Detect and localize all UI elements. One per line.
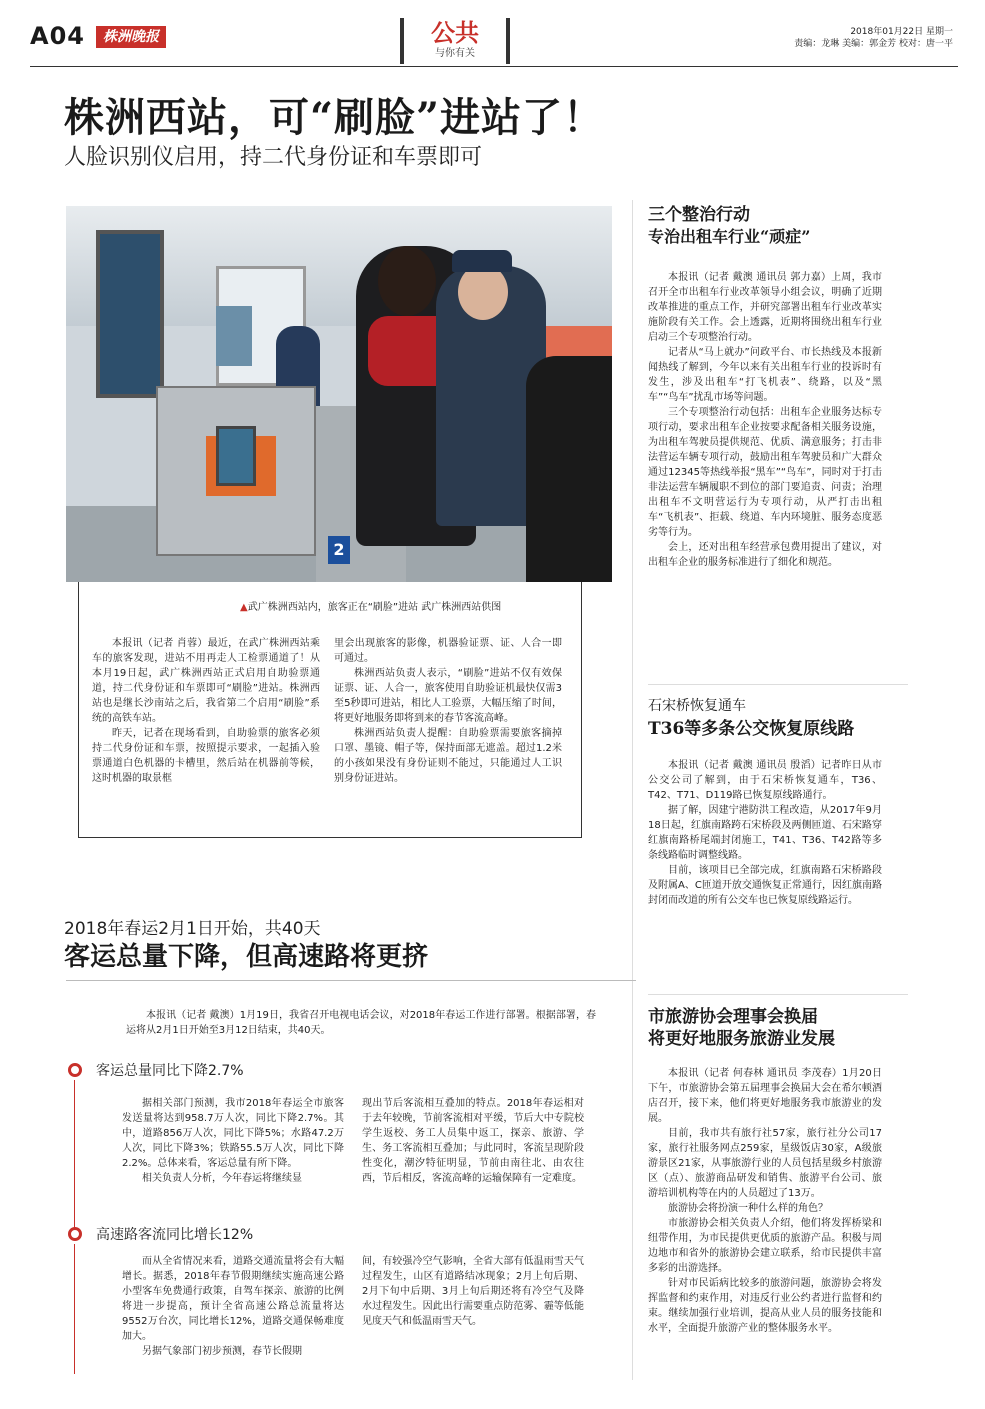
article1-column-2 [334, 636, 562, 786]
subsection2-column-1 [122, 1254, 344, 1359]
top-rule [30, 66, 958, 67]
paragraph: 据了解，因建宁港防洪工程改造，从2017年9月18日起，红旗南路跨石宋桥段及两侧匝道、石宋路穿红旗南路桥尾端封闭施工，T41、T36、T42路等多条线路临时调整线路。 [648, 805, 882, 861]
date-line: 2018年01月22日 星期一 [850, 27, 953, 37]
station-photo [66, 206, 612, 582]
paragraph: 目前，我市共有旅行社57家，旅行社分公司17家，旅行社服务网点259家，星级饭店30家，A级旅游景区21家，从事旅游行业的人员包括星级乡村旅游区（点）、旅游商品研发和销售、旅游平台公司、旅游培训机构等在内的人员超过了13万。 [648, 1128, 882, 1199]
bus-article-body [648, 758, 882, 908]
paragraph: 市旅游协会相关负责人介绍，他们将发挥桥梁和纽带作用，为市民提供更优质的旅游产品。积极与周边地市和省外的旅游协会建立联系，给市民提供丰富多彩的出游选择。 [648, 1218, 882, 1274]
paragraph: 里会出现旅客的影像，机器验证票、证、人合一即可通过。 [334, 638, 562, 664]
article1-column-1 [92, 636, 320, 786]
paragraph: 会上，还对出租车经营承包费用提出了建议，对出租车企业的服务标准进行了细化和规范。 [648, 542, 882, 568]
taxi-article-body [648, 270, 882, 570]
spring-transport-headline: 客运总量下降，但高速路将更挤 [64, 942, 429, 972]
circle-marker-icon [68, 1227, 82, 1241]
subsection-title: 客运总量同比下降2.7% [96, 1063, 244, 1079]
subsection1-column-1 [122, 1096, 344, 1186]
paragraph: 相关负责人分析，今年春运将继续显 [142, 1173, 302, 1184]
section-guide-line [74, 1244, 75, 1374]
paragraph: 本报讯（记者 戴澳 通讯员 郭力嘉）上周，我市召开全市出租车行业改革领导小组会议，明确了近期改革推进的重点工作，并研究部署出租车行业改革实施阶段有关工作。会上透露，近期将围绕出租车行业启动三个专项整治行动。 [648, 272, 882, 343]
page-number: A04 [30, 22, 85, 50]
main-headline: 株洲西站，可“刷脸”进站了！ [64, 94, 605, 141]
paragraph: 本报讯（记者 肖蓉）最近，在武广株洲西站乘车的旅客发现，进站不用再走人工检票通道了！从本月19日起，武广株洲西站正式启用自助验票通道，持二代身份证和车票即可“刷脸”进站。株洲西站也是继长沙南站之后，我省第二个启用“刷脸”系统的高铁车站。 [92, 638, 320, 724]
section-title: 公共 [431, 18, 479, 47]
caption-text: 武广株洲西站内，旅客正在“刷脸”进站 武广株洲西站供图 [247, 602, 502, 613]
section-header [400, 18, 510, 64]
paragraph: 间，有较强冷空气影响，全省大部有低温雨雪天气过程发生，山区有道路结冰现象；2月上旬后期、2月下旬中后期、3月上旬后期还将有冷空气及降水过程发生。因此出行需要重点防范雾、霾等低能见度天气和低温雨雪天气。 [362, 1256, 584, 1327]
headline-line: 市旅游协会理事会换届 [648, 1007, 818, 1027]
taxi-article-headline [648, 204, 908, 248]
headline-line: 三个整治行动 [648, 205, 750, 225]
subsection-title: 高速路客流同比增长12% [96, 1227, 254, 1243]
paragraph: 另据气象部门初步预测，春节长假期 [142, 1346, 302, 1357]
paragraph: 针对市民诟病比较多的旅游问题，旅游协会将发挥监督和约束作用，对违反行业公约者进行监督和约束。继续加强行业培训，提高从业人员的服务技能和水平，全面提升旅游产业的整体服务水平。 [648, 1278, 882, 1334]
paragraph: 记者从“马上就办”问政平台、市长热线及本报新闻热线了解到，今年以来有关出租车行业的投诉时有发生，涉及出租车“打飞机表”、绕路，以及“黑车”“鸟车”扰乱市场等问题。 [648, 347, 882, 403]
subsection2-column-2 [362, 1254, 584, 1329]
section-divider [648, 994, 908, 995]
section-divider [648, 684, 908, 685]
headline-line: 将更好地服务旅游业发展 [648, 1029, 835, 1049]
column-divider [632, 200, 633, 1380]
paragraph: 本报讯（记者 何春林 通讯员 李茂春）1月20日下午，市旅游协会第五届理事会换届大会在希尔顿酒店召开，接下来，他们将更好地服务我市旅游业的发展。 [648, 1068, 882, 1124]
paragraph: 旅游协会将扮演一种什么样的角色？ [668, 1203, 828, 1214]
paragraph: 株洲西站负责人提醒：自助验票需要旅客摘掉口罩、墨镜、帽子等，保持面部无遮盖。超过1.2米的小孩如果没有身份证则不能过，只能通过人工识别身份证进站。 [334, 728, 562, 784]
paragraph: 据相关部门预测，我市2018年春运全市旅客发送量将达到958.7万人次，同比下降2.7%。其中，道路856万人次，同比下降5%；水路47.2万人次，同比下降3%；铁路55.5万人次，同比下降2.2%。总体来看，客运总量有所下降。 [122, 1098, 344, 1169]
editor-line: 责编：龙琳 美编：郭金芳 校对：唐一平 [794, 39, 953, 49]
photo-caption [240, 598, 501, 613]
tourism-article-headline [648, 1006, 908, 1050]
paper-logo: 株洲晚报 [96, 26, 166, 48]
paragraph: 目前，该项目已全部完成，红旗南路石宋桥路段及附属A、C匝道开放交通恢复正常通行，因红旗南路封闭而改道的所有公交车也已恢复原线路运行。 [648, 865, 882, 906]
gate-number: 2 [328, 536, 350, 564]
main-subheadline: 人脸识别仪启用，持二代身份证和车票即可 [64, 145, 483, 170]
paragraph: 本报讯（记者 戴澳 通讯员 殷滔）记者昨日从市公交公司了解到，由于石宋桥恢复通车，T36、T42、T71、D119路已恢复原线路通行。 [648, 760, 882, 801]
bus-article-headline [648, 696, 908, 742]
paragraph: 株洲西站负责人表示，“刷脸”进站不仅有效保证票、证、人合一，旅客使用自助验证机最快仅需3至5秒即可进站，相比人工验票，大幅压缩了时间，将更好地服务即将到来的春节客流高峰。 [334, 668, 562, 724]
tourism-article-body [648, 1066, 882, 1336]
headline: T36等多条公交恢复原线路 [648, 719, 855, 739]
subsection1-column-2 [362, 1096, 584, 1186]
headline-rule [66, 980, 636, 981]
section-subtitle: 与你有关 [435, 48, 475, 59]
paragraph: 而从全省情况来看，道路交通流量将会有大幅增长。据悉，2018年春节假期继续实施高速公路小型客车免费通行政策，自驾车探亲、旅游的比例将进一步提高，预计全省高速公路总流量将达9552万台次，同比增长12%，道路交通保畅难度加大。 [122, 1256, 344, 1342]
paragraph: 现出节后客流相互叠加的特点。2018年春运相对于去年较晚，节前客流相对平缓，节后大中专院校学生返校、务工人员集中返工，探亲、旅游、学生、务工客流相互叠加；与此同时，客流呈现阶段性变化，潮汐特征明显，节前由南往北、由农往西，节后相反，客流高峰的运输保障有一定难度。 [362, 1098, 584, 1184]
page-meta [794, 26, 953, 50]
caption-marker-icon: ▲ [240, 602, 248, 613]
section-guide-line [74, 1080, 75, 1230]
paragraph: 三个专项整治行动包括：出租车企业服务达标专项行动，要求出租车企业按要求配备相关服务设施，为出租车驾驶员提供规范、优质、满意服务；打击非法营运车辆专项行动，鼓励出租车驾驶员和广大群众通过12345等热线举报“黑车”“鸟车”，同时对于打击非法运营车辆履职不到位的部门要追责、问责；治理出租车不文明营运行为专项行动，从严打击出租车“飞机表”、拒载、绕道、车内环境脏、服务态度恶劣等行为。 [648, 407, 882, 538]
paragraph: 昨天，记者在现场看到，自助验票的旅客必须持二代身份证和车票，按照提示要求，一起插入验票通道白色机器的卡槽里，然后站在机器前等候，这时机器的取景框 [92, 728, 320, 784]
circle-marker-icon [68, 1063, 82, 1077]
spring-transport-kicker: 2018年春运2月1日开始，共40天 [64, 919, 321, 939]
kicker: 石宋桥恢复通车 [648, 698, 746, 714]
headline-line: 专治出租车行业“顽症” [648, 227, 811, 246]
spring-transport-lead: 本报讯（记者 戴澳）1月19日，我省召开电视电话会议，对2018年春运工作进行部署。根据部署，春运将从2月1日开始至3月12日结束，共40天。 [126, 1010, 596, 1036]
